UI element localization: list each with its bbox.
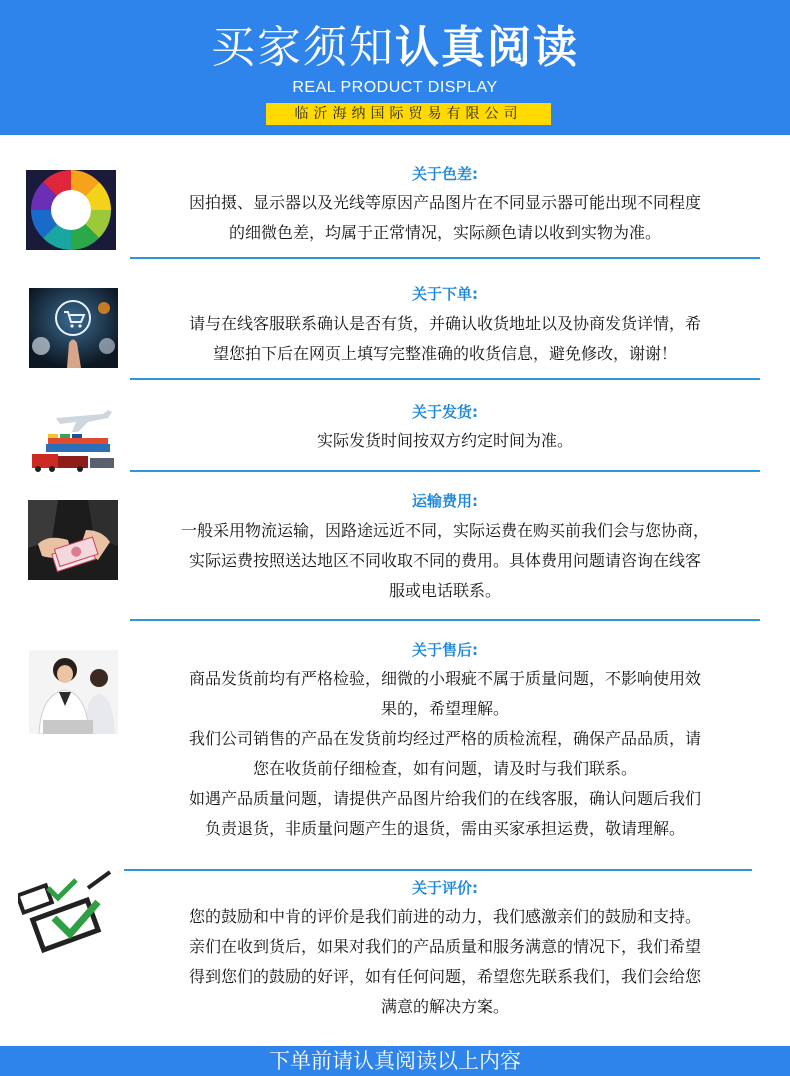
page-title [0,22,790,74]
section-body-order [130,309,760,369]
section-title-aftersales: 关于售后: [412,641,478,659]
section-body-freight [130,516,760,606]
checklist-icon [18,868,114,954]
divider [130,257,760,259]
section-title-color: 关于色差: [412,165,478,183]
divider [124,869,752,871]
section-title-freight: 运输费用: [412,492,478,510]
section-body-shipping [130,426,760,456]
footer-banner: 下单前请认真阅读以上内容 [0,1046,790,1076]
text-line: 实际运费按照送达地区不同收取不同的费用。具体费用问题请咨询在线客 [188,551,701,570]
text-line: 您的鼓励和中肯的评价是我们前进的动力，我们感激亲们的鼓励和支持。 [188,907,701,926]
divider [130,378,760,380]
text-line: 望您拍下后在网页上填写完整准确的收货信息，避免修改，谢谢！ [212,344,677,363]
text-line: 亲们在收到货后，如果对我们的产品质量和服务满意的情况下，我们希望 [188,937,701,956]
text-line: 服或电话联系。 [388,581,501,600]
color-wheel-icon [26,170,116,250]
text-line: 负责退货，非质量问题产生的退货，需由买家承担运费，敬请理解。 [204,819,685,838]
page-title-normal: 买家须知 [211,22,395,73]
customer-service-icon [29,650,118,734]
text-line: 实际发货时间按双方约定时间为准。 [316,431,573,450]
section-title-order: 关于下单: [412,285,478,303]
text-line: 的细微色差，均属于正常情况，实际颜色请以收到实物为准。 [228,223,661,242]
text-line: 得到您们的鼓励的好评，如有任何问题，希望您先联系我们，我们会给您 [188,967,701,986]
divider [130,470,760,472]
company-badge: 临沂海纳国际贸易有限公司 [266,103,551,125]
text-line: 满意的解决方案。 [380,997,509,1016]
text-line: 如遇产品质量问题，请提供产品图片给我们的在线客服，确认问题后我们 [188,789,701,808]
shipping-icon [28,398,118,476]
shopping-cart-icon [29,288,118,368]
money-icon [28,500,118,580]
section-body-review [130,902,760,1022]
text-line: 请与在线客服联系确认是否有货，并确认收货地址以及协商发货详情，希 [188,314,701,333]
text-line: 果的，希望理解。 [380,699,509,718]
text-line: 您在收货前仔细检查，如有问题，请及时与我们联系。 [252,759,637,778]
text-line: 因拍摄、显示器以及光线等原因产品图片在不同显示器可能出现不同程度 [188,193,701,212]
text-line: 一般采用物流运输，因路途远近不同，实际运费在购买前我们会与您协商， [180,521,709,540]
text-line: 我们公司销售的产品在发货前均经过严格的质检流程，确保产品品质，请 [188,729,701,748]
section-body-color [130,188,760,248]
section-title-shipping: 关于发货: [412,403,478,421]
divider [130,619,760,621]
header-banner [0,0,790,135]
section-body-aftersales [130,664,760,844]
page-title-bold: 认真阅读 [395,22,579,73]
section-title-review: 关于评价: [412,879,478,897]
text-line: 商品发货前均有严格检验，细微的小瑕疵不属于质量问题，不影响使用效 [188,669,701,688]
page-subtitle: REAL PRODUCT DISPLAY [292,79,498,96]
